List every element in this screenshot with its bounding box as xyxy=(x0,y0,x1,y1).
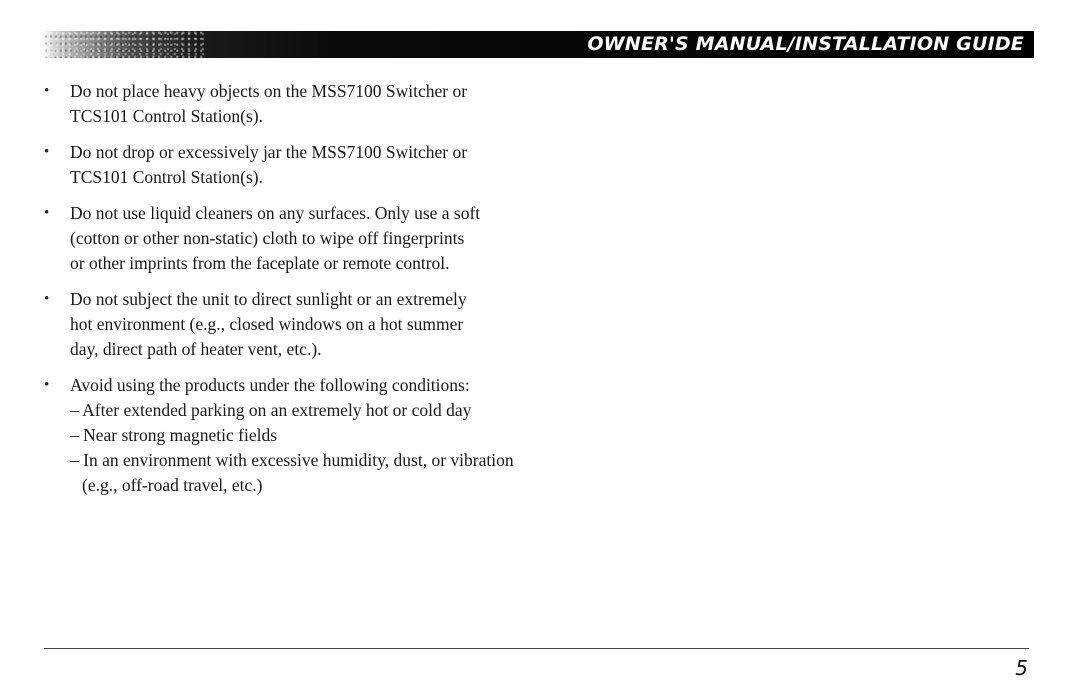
bullet-line: day, direct path of heater vent, etc.). xyxy=(70,339,322,359)
header-band xyxy=(44,31,1034,58)
footer-rule xyxy=(44,648,1029,649)
bullet-item xyxy=(44,79,564,129)
bullet-item xyxy=(44,287,564,362)
bullet-line: (cotton or other non-static) cloth to wipe off fingerprints xyxy=(70,228,465,248)
bullet-item xyxy=(44,373,564,498)
sub-item: – Near strong magnetic fields xyxy=(70,425,278,445)
bullet-item xyxy=(44,140,564,190)
bullet-line: Avoid using the products under the following conditions: xyxy=(70,375,470,395)
page-number: 5 xyxy=(1015,656,1028,680)
bullet-line: Do not subject the unit to direct sunlight or an extremely xyxy=(70,289,467,309)
bullet-line: hot environment (e.g., closed windows on a hot summer xyxy=(70,314,464,334)
bullet-line: TCS101 Control Station(s). xyxy=(70,106,263,126)
bullet-list xyxy=(44,79,564,509)
bullet-line: Do not place heavy objects on the MSS7100 Switcher or xyxy=(70,81,468,101)
bullet-item xyxy=(44,201,564,276)
bullet-line: or other imprints from the faceplate or remote control. xyxy=(70,253,450,273)
sub-item: – After extended parking on an extremely hot or cold day xyxy=(70,400,472,420)
bullet-line: Do not use liquid cleaners on any surfaces. Only use a soft xyxy=(70,203,481,223)
sub-item: – In an environment with excessive humidity, dust, or vibration (e.g., off-road travel, etc.) xyxy=(70,450,514,495)
bullet-line: TCS101 Control Station(s). xyxy=(70,167,263,187)
bullet-line: Do not drop or excessively jar the MSS7100 Switcher or xyxy=(70,142,468,162)
header-title: OWNER'S MANUAL/INSTALLATION GUIDE xyxy=(587,33,1024,55)
